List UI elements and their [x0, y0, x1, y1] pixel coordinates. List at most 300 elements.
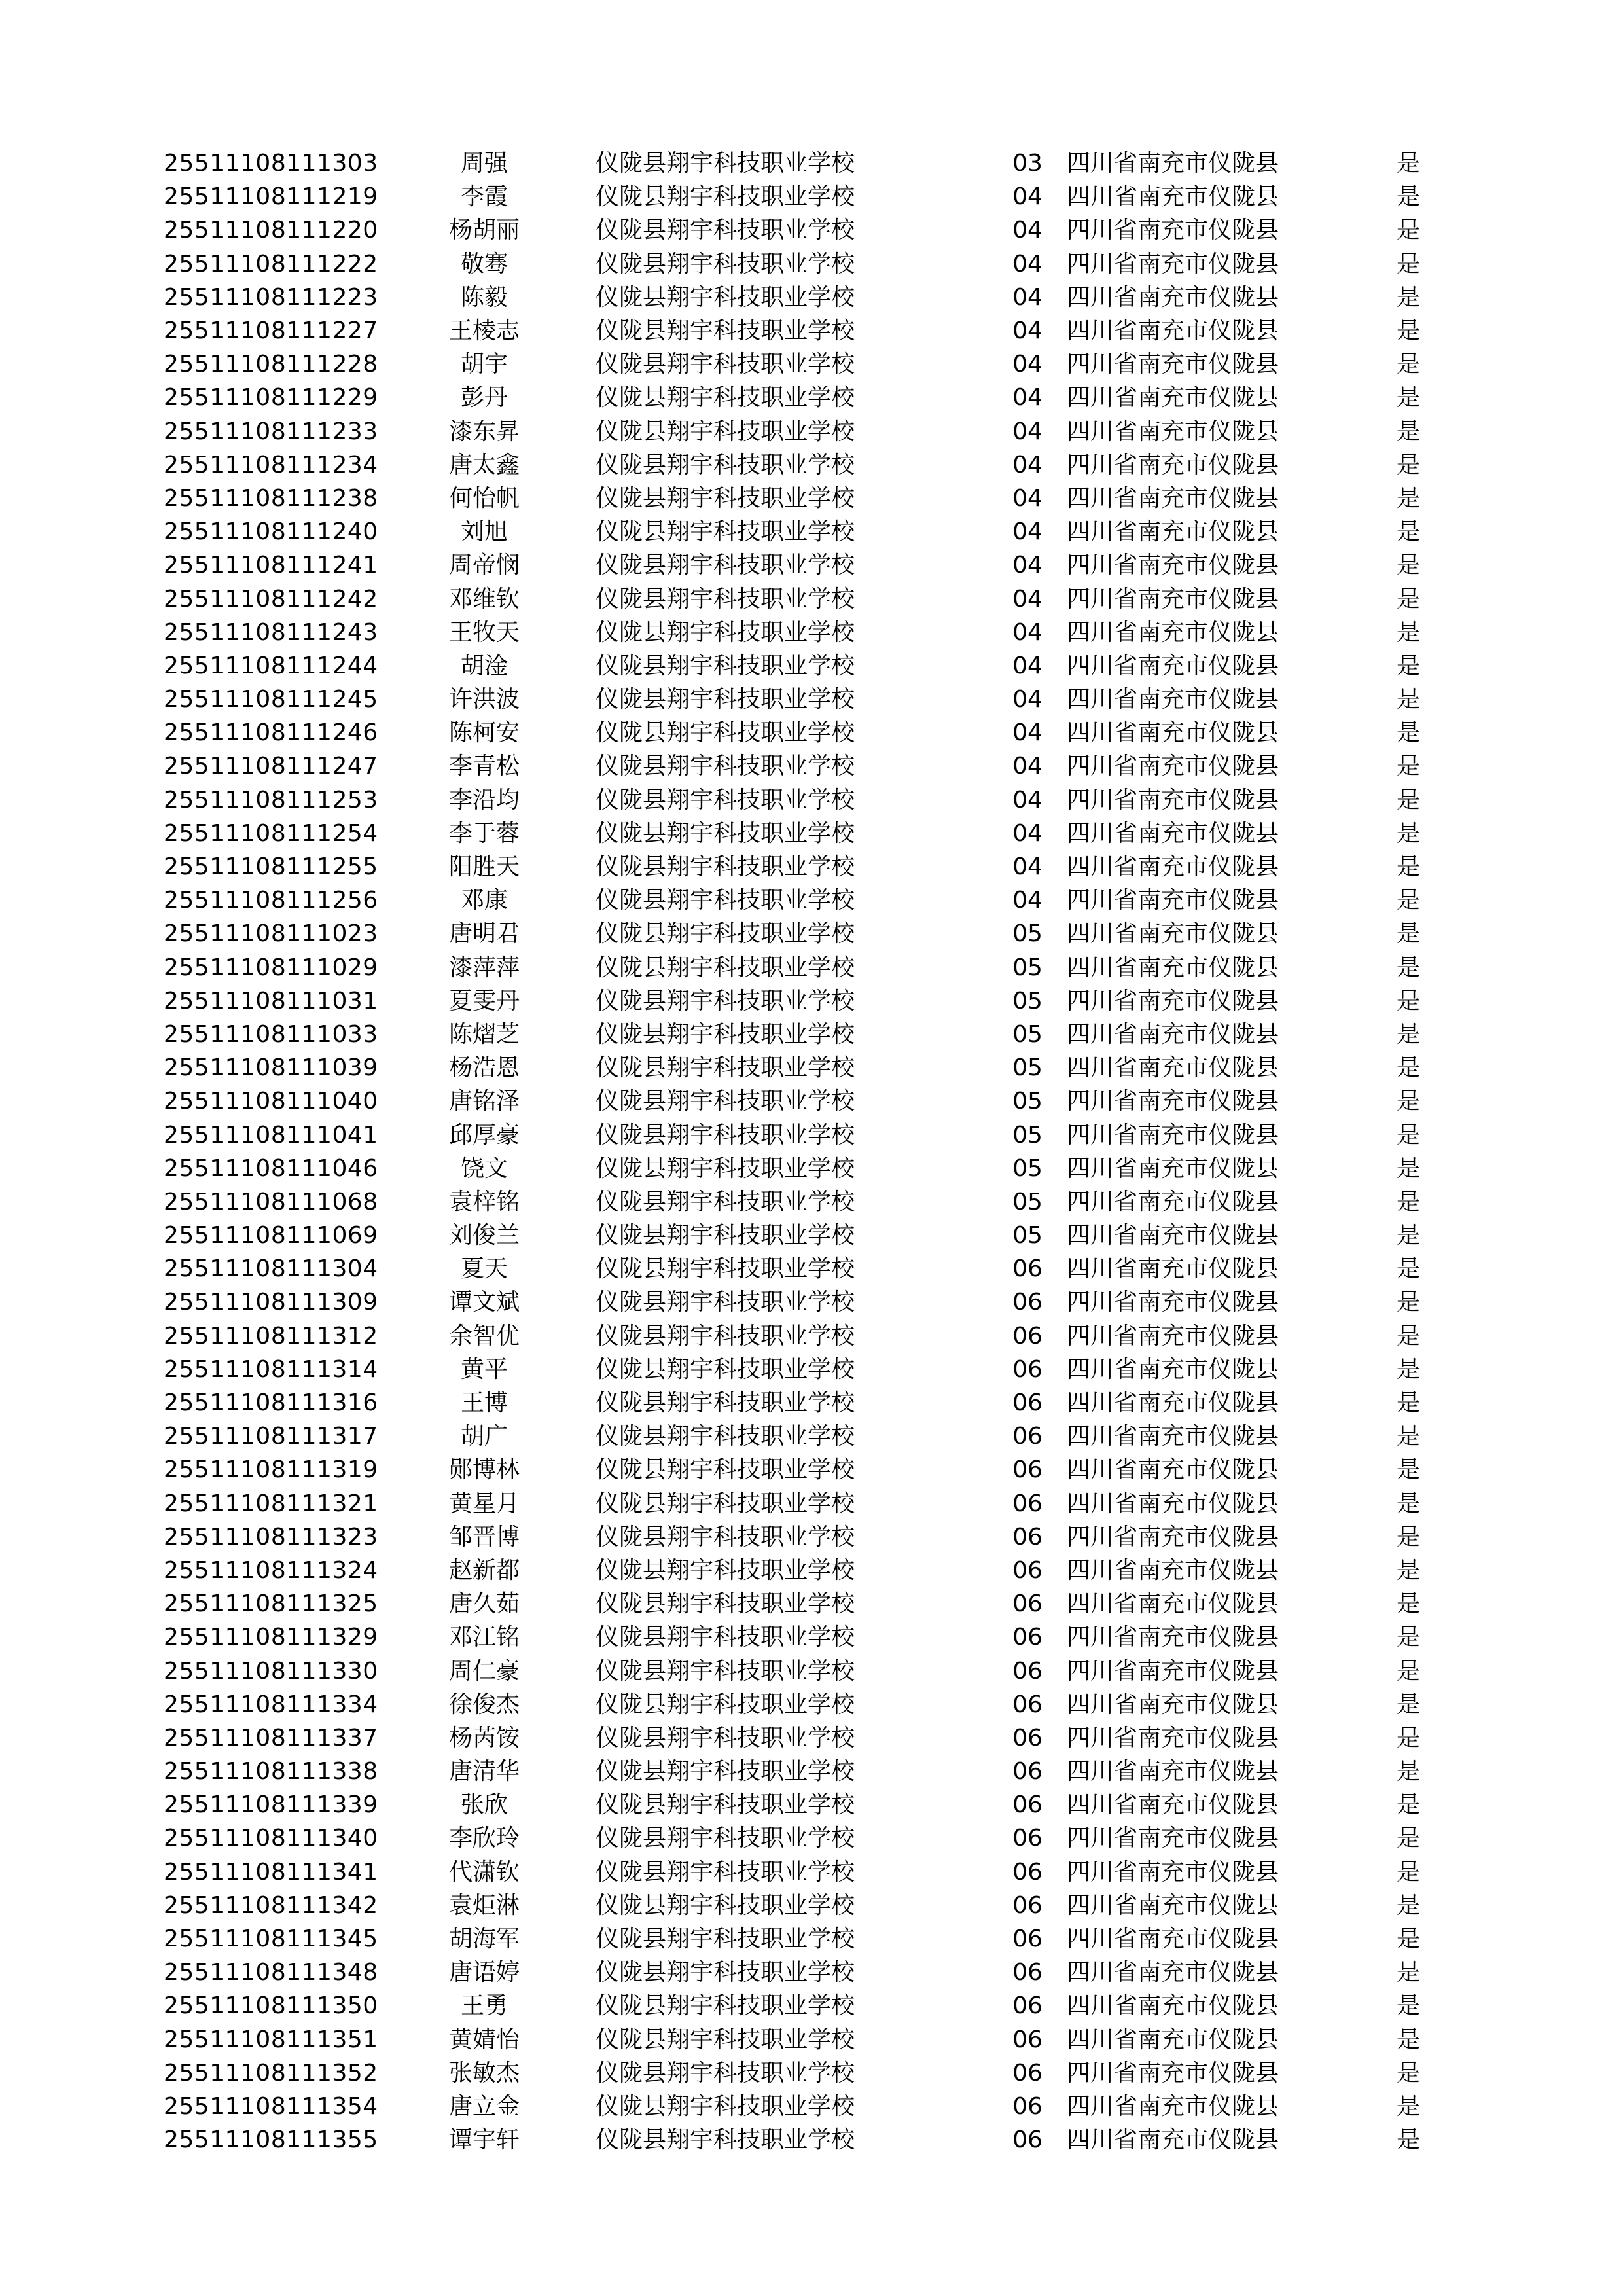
class-cell: 06	[1012, 1355, 1043, 1383]
table-row	[164, 482, 1420, 515]
class-cell: 04	[1012, 719, 1043, 747]
region-cell: 四川省南充市仪陇县	[1067, 1222, 1279, 1249]
student-name-cell: 彭丹	[460, 384, 508, 412]
table-row	[164, 582, 1420, 615]
flag-cell: 是	[1396, 1657, 1420, 1685]
student-id-cell: 25511108111029	[164, 954, 378, 981]
student-id-cell: 25511108111325	[164, 1590, 378, 1618]
flag-cell: 是	[1396, 652, 1420, 679]
region-cell: 四川省南充市仪陇县	[1067, 987, 1279, 1014]
student-name-cell: 唐铭泽	[448, 1088, 520, 1115]
region-cell: 四川省南充市仪陇县	[1067, 1926, 1279, 1953]
school-cell: 仪陇县翔宇科技职业学校	[596, 1858, 855, 1886]
class-cell: 06	[1012, 1490, 1043, 1517]
student-name-cell: 胡海军	[448, 1926, 520, 1953]
school-cell: 仪陇县翔宇科技职业学校	[596, 1892, 855, 1919]
flag-cell: 是	[1396, 987, 1420, 1014]
school-cell: 仪陇县翔宇科技职业学校	[596, 753, 855, 780]
student-id-cell: 25511108111314	[164, 1355, 378, 1383]
flag-cell: 是	[1396, 1724, 1420, 1751]
region-cell: 四川省南充市仪陇县	[1067, 1791, 1279, 1819]
class-cell: 04	[1012, 819, 1043, 847]
flag-cell: 是	[1396, 619, 1420, 646]
student-roster-table	[164, 147, 1420, 2157]
class-cell: 05	[1012, 1222, 1043, 1249]
flag-cell: 是	[1396, 1355, 1420, 1383]
region-cell: 四川省南充市仪陇县	[1067, 719, 1279, 747]
region-cell: 四川省南充市仪陇县	[1067, 1892, 1279, 1919]
school-cell: 仪陇县翔宇科技职业学校	[596, 1456, 855, 1484]
class-cell: 06	[1012, 1825, 1043, 1852]
school-cell: 仪陇县翔宇科技职业学校	[596, 619, 855, 646]
class-cell: 05	[1012, 987, 1043, 1014]
school-cell: 仪陇县翔宇科技职业学校	[596, 1657, 855, 1685]
table-row	[164, 850, 1420, 884]
table-row	[164, 1051, 1420, 1085]
flag-cell: 是	[1396, 1289, 1420, 1316]
flag-cell: 是	[1396, 451, 1420, 478]
flag-cell: 是	[1396, 1825, 1420, 1852]
flag-cell: 是	[1396, 418, 1420, 445]
school-cell: 仪陇县翔宇科技职业学校	[596, 719, 855, 747]
student-id-cell: 25511108111348	[164, 1959, 378, 1986]
class-cell: 04	[1012, 887, 1043, 914]
school-cell: 仪陇县翔宇科技职业学校	[596, 1825, 855, 1852]
student-name-cell: 夏雯丹	[448, 987, 520, 1014]
school-cell: 仪陇县翔宇科技职业学校	[596, 451, 855, 478]
class-cell: 05	[1012, 1054, 1043, 1082]
student-id-cell: 25511108111255	[164, 853, 378, 881]
student-name-cell: 袁炬淋	[448, 1892, 520, 1919]
class-cell: 05	[1012, 1121, 1043, 1149]
class-cell: 06	[1012, 2126, 1043, 2154]
region-cell: 四川省南充市仪陇县	[1067, 1322, 1279, 1350]
table-row	[164, 381, 1420, 414]
student-id-cell: 25511108111329	[164, 1624, 378, 1651]
school-cell: 仪陇县翔宇科技职业学校	[596, 2026, 855, 2053]
table-row	[164, 1018, 1420, 1051]
table-row	[164, 1453, 1420, 1486]
student-name-cell: 李霞	[460, 183, 508, 211]
flag-cell: 是	[1396, 1992, 1420, 2020]
school-cell: 仪陇县翔宇科技职业学校	[596, 1523, 855, 1551]
student-id-cell: 25511108111338	[164, 1758, 378, 1785]
school-cell: 仪陇县翔宇科技职业学校	[596, 1724, 855, 1751]
class-cell: 04	[1012, 418, 1043, 445]
school-cell: 仪陇县翔宇科技职业学校	[596, 1758, 855, 1785]
school-cell: 仪陇县翔宇科技职业学校	[596, 1624, 855, 1651]
region-cell: 四川省南充市仪陇县	[1067, 1724, 1279, 1751]
region-cell: 四川省南充市仪陇县	[1067, 1020, 1279, 1048]
region-cell: 四川省南充市仪陇县	[1067, 1590, 1279, 1618]
table-row	[164, 1989, 1420, 2022]
school-cell: 仪陇县翔宇科技职业学校	[596, 1121, 855, 1149]
region-cell: 四川省南充市仪陇县	[1067, 250, 1279, 278]
class-cell: 06	[1012, 1390, 1043, 1417]
table-row	[164, 2090, 1420, 2123]
table-row	[164, 147, 1420, 180]
school-cell: 仪陇县翔宇科技职业学校	[596, 217, 855, 244]
region-cell: 四川省南充市仪陇县	[1067, 384, 1279, 412]
class-cell: 06	[1012, 1657, 1043, 1685]
flag-cell: 是	[1396, 1222, 1420, 1249]
student-id-cell: 25511108111227	[164, 317, 378, 345]
student-name-cell: 陈毅	[460, 283, 508, 311]
class-cell: 04	[1012, 217, 1043, 244]
class-cell: 06	[1012, 1289, 1043, 1316]
school-cell: 仪陇县翔宇科技职业学校	[596, 283, 855, 311]
region-cell: 四川省南充市仪陇县	[1067, 1959, 1279, 1986]
table-row	[164, 213, 1420, 247]
student-id-cell: 25511108111304	[164, 1255, 378, 1283]
flag-cell: 是	[1396, 1892, 1420, 1919]
class-cell: 05	[1012, 1020, 1043, 1048]
student-id-cell: 25511108111040	[164, 1088, 378, 1115]
school-cell: 仪陇县翔宇科技职业学校	[596, 1054, 855, 1082]
flag-cell: 是	[1396, 1390, 1420, 1417]
student-id-cell: 25511108111031	[164, 987, 378, 1014]
class-cell: 04	[1012, 451, 1043, 478]
school-cell: 仪陇县翔宇科技职业学校	[596, 518, 855, 546]
flag-cell: 是	[1396, 1691, 1420, 1718]
class-cell: 04	[1012, 652, 1043, 679]
class-cell: 04	[1012, 853, 1043, 881]
student-name-cell: 谭宇轩	[448, 2126, 520, 2154]
flag-cell: 是	[1396, 1054, 1420, 1082]
region-cell: 四川省南充市仪陇县	[1067, 217, 1279, 244]
flag-cell: 是	[1396, 1456, 1420, 1484]
flag-cell: 是	[1396, 183, 1420, 211]
student-name-cell: 李欣玲	[448, 1825, 520, 1852]
class-cell: 04	[1012, 183, 1043, 211]
school-cell: 仪陇县翔宇科技职业学校	[596, 484, 855, 512]
table-row	[164, 1118, 1420, 1151]
student-id-cell: 25511108111345	[164, 1926, 378, 1953]
table-row	[164, 817, 1420, 850]
student-name-cell: 杨胡丽	[448, 217, 520, 244]
student-id-cell: 25511108111352	[164, 2059, 378, 2087]
school-cell: 仪陇县翔宇科技职业学校	[596, 1556, 855, 1584]
flag-cell: 是	[1396, 1322, 1420, 1350]
flag-cell: 是	[1396, 786, 1420, 814]
region-cell: 四川省南充市仪陇县	[1067, 1490, 1279, 1517]
student-id-cell: 25511108111238	[164, 484, 378, 512]
flag-cell: 是	[1396, 384, 1420, 412]
school-cell: 仪陇县翔宇科技职业学校	[596, 987, 855, 1014]
region-cell: 四川省南充市仪陇县	[1067, 1121, 1279, 1149]
table-row	[164, 1520, 1420, 1554]
student-id-cell: 25511108111324	[164, 1556, 378, 1584]
class-cell: 04	[1012, 250, 1043, 278]
flag-cell: 是	[1396, 1858, 1420, 1886]
school-cell: 仪陇县翔宇科技职业学校	[596, 2059, 855, 2087]
student-id-cell: 25511108111219	[164, 183, 378, 211]
flag-cell: 是	[1396, 2126, 1420, 2154]
class-cell: 06	[1012, 1992, 1043, 2020]
region-cell: 四川省南充市仪陇县	[1067, 317, 1279, 345]
table-row	[164, 1721, 1420, 1755]
flag-cell: 是	[1396, 1926, 1420, 1953]
school-cell: 仪陇县翔宇科技职业学校	[596, 1691, 855, 1718]
student-name-cell: 杨浩恩	[448, 1054, 520, 1082]
table-row	[164, 984, 1420, 1018]
class-cell: 06	[1012, 1691, 1043, 1718]
student-name-cell: 胡宇	[460, 351, 508, 378]
student-id-cell: 25511108111069	[164, 1222, 378, 1249]
school-cell: 仪陇县翔宇科技职业学校	[596, 1255, 855, 1283]
region-cell: 四川省南充市仪陇县	[1067, 686, 1279, 713]
class-cell: 06	[1012, 1624, 1043, 1651]
region-cell: 四川省南充市仪陇县	[1067, 887, 1279, 914]
table-row	[164, 884, 1420, 917]
table-row	[164, 415, 1420, 448]
student-name-cell: 郧博林	[448, 1456, 520, 1484]
class-cell: 04	[1012, 317, 1043, 345]
class-cell: 06	[1012, 1556, 1043, 1584]
class-cell: 04	[1012, 585, 1043, 613]
flag-cell: 是	[1396, 1088, 1420, 1115]
student-name-cell: 刘俊兰	[448, 1222, 520, 1249]
region-cell: 四川省南充市仪陇县	[1067, 1858, 1279, 1886]
school-cell: 仪陇县翔宇科技职业学校	[596, 1020, 855, 1048]
student-id-cell: 25511108111041	[164, 1121, 378, 1149]
region-cell: 四川省南充市仪陇县	[1067, 652, 1279, 679]
region-cell: 四川省南充市仪陇县	[1067, 1825, 1279, 1852]
class-cell: 05	[1012, 1155, 1043, 1182]
student-name-cell: 唐立金	[448, 2092, 520, 2120]
table-row	[164, 1386, 1420, 1420]
table-row	[164, 548, 1420, 582]
school-cell: 仪陇县翔宇科技职业学校	[596, 1490, 855, 1517]
student-name-cell: 唐太鑫	[448, 451, 520, 478]
flag-cell: 是	[1396, 954, 1420, 981]
student-id-cell: 25511108111339	[164, 1791, 378, 1819]
student-id-cell: 25511108111340	[164, 1825, 378, 1852]
student-name-cell: 敬骞	[460, 250, 508, 278]
student-name-cell: 张欣	[460, 1791, 508, 1819]
region-cell: 四川省南充市仪陇县	[1067, 2026, 1279, 2053]
region-cell: 四川省南充市仪陇县	[1067, 786, 1279, 814]
class-cell: 06	[1012, 1758, 1043, 1785]
table-row	[164, 180, 1420, 213]
student-id-cell: 25511108111033	[164, 1020, 378, 1048]
class-cell: 05	[1012, 1188, 1043, 1215]
student-name-cell: 代潇钦	[448, 1858, 520, 1886]
region-cell: 四川省南充市仪陇县	[1067, 853, 1279, 881]
region-cell: 四川省南充市仪陇县	[1067, 518, 1279, 546]
student-id-cell: 25511108111233	[164, 418, 378, 445]
student-id-cell: 25511108111222	[164, 250, 378, 278]
region-cell: 四川省南充市仪陇县	[1067, 2059, 1279, 2087]
school-cell: 仪陇县翔宇科技职业学校	[596, 819, 855, 847]
table-row	[164, 1856, 1420, 1889]
region-cell: 四川省南充市仪陇县	[1067, 2126, 1279, 2154]
flag-cell: 是	[1396, 283, 1420, 311]
region-cell: 四川省南充市仪陇县	[1067, 2092, 1279, 2120]
flag-cell: 是	[1396, 1590, 1420, 1618]
region-cell: 四川省南充市仪陇县	[1067, 1556, 1279, 1584]
student-name-cell: 徐俊杰	[448, 1691, 520, 1718]
school-cell: 仪陇县翔宇科技职业学校	[596, 1322, 855, 1350]
school-cell: 仪陇县翔宇科技职业学校	[596, 585, 855, 613]
student-id-cell: 25511108111229	[164, 384, 378, 412]
student-id-cell: 25511108111319	[164, 1456, 378, 1484]
region-cell: 四川省南充市仪陇县	[1067, 1054, 1279, 1082]
region-cell: 四川省南充市仪陇县	[1067, 819, 1279, 847]
school-cell: 仪陇县翔宇科技职业学校	[596, 552, 855, 579]
class-cell: 04	[1012, 518, 1043, 546]
table-row	[164, 683, 1420, 716]
student-name-cell: 王博	[460, 1390, 508, 1417]
student-name-cell: 漆萍萍	[448, 954, 520, 981]
student-id-cell: 25511108111350	[164, 1992, 378, 2020]
student-id-cell: 25511108111046	[164, 1155, 378, 1182]
student-name-cell: 邱厚豪	[448, 1121, 520, 1149]
flag-cell: 是	[1396, 150, 1420, 177]
region-cell: 四川省南充市仪陇县	[1067, 619, 1279, 646]
region-cell: 四川省南充市仪陇县	[1067, 1423, 1279, 1450]
flag-cell: 是	[1396, 719, 1420, 747]
table-row	[164, 1152, 1420, 1185]
student-name-cell: 余智优	[448, 1322, 520, 1350]
school-cell: 仪陇县翔宇科技职业学校	[596, 1959, 855, 1986]
school-cell: 仪陇县翔宇科技职业学校	[596, 652, 855, 679]
flag-cell: 是	[1396, 250, 1420, 278]
flag-cell: 是	[1396, 1959, 1420, 1986]
class-cell: 06	[1012, 2059, 1043, 2087]
school-cell: 仪陇县翔宇科技职业学校	[596, 1390, 855, 1417]
student-id-cell: 25511108111240	[164, 518, 378, 546]
flag-cell: 是	[1396, 2059, 1420, 2087]
student-id-cell: 25511108111247	[164, 753, 378, 780]
class-cell: 06	[1012, 1590, 1043, 1618]
school-cell: 仪陇县翔宇科技职业学校	[596, 887, 855, 914]
student-name-cell: 黄婧怡	[448, 2026, 520, 2053]
student-id-cell: 25511108111246	[164, 719, 378, 747]
region-cell: 四川省南充市仪陇县	[1067, 484, 1279, 512]
student-name-cell: 何怡帆	[448, 484, 520, 512]
flag-cell: 是	[1396, 484, 1420, 512]
region-cell: 四川省南充市仪陇县	[1067, 753, 1279, 780]
region-cell: 四川省南充市仪陇县	[1067, 1255, 1279, 1283]
table-row	[164, 951, 1420, 984]
student-name-cell: 邓维钦	[448, 585, 520, 613]
student-name-cell: 黄平	[460, 1355, 508, 1383]
student-name-cell: 杨芮铵	[448, 1724, 520, 1751]
table-row	[164, 1956, 1420, 1989]
flag-cell: 是	[1396, 585, 1420, 613]
student-id-cell: 25511108111242	[164, 585, 378, 613]
student-name-cell: 李青松	[448, 753, 520, 780]
student-name-cell: 胡淦	[460, 652, 508, 679]
class-cell: 06	[1012, 1858, 1043, 1886]
student-id-cell: 25511108111316	[164, 1390, 378, 1417]
region-cell: 四川省南充市仪陇县	[1067, 1523, 1279, 1551]
student-name-cell: 唐明君	[448, 920, 520, 948]
flag-cell: 是	[1396, 753, 1420, 780]
flag-cell: 是	[1396, 920, 1420, 948]
student-name-cell: 邓康	[460, 887, 508, 914]
region-cell: 四川省南充市仪陇县	[1067, 1456, 1279, 1484]
flag-cell: 是	[1396, 2092, 1420, 2120]
region-cell: 四川省南充市仪陇县	[1067, 283, 1279, 311]
student-name-cell: 谭文斌	[448, 1289, 520, 1316]
class-cell: 05	[1012, 1088, 1043, 1115]
table-row	[164, 1420, 1420, 1453]
student-id-cell: 25511108111330	[164, 1657, 378, 1685]
school-cell: 仪陇县翔宇科技职业学校	[596, 1926, 855, 1953]
region-cell: 四川省南充市仪陇县	[1067, 920, 1279, 948]
table-row	[164, 649, 1420, 683]
flag-cell: 是	[1396, 1490, 1420, 1517]
student-name-cell: 胡广	[460, 1423, 508, 1450]
student-id-cell: 25511108111220	[164, 217, 378, 244]
flag-cell: 是	[1396, 1423, 1420, 1450]
student-name-cell: 漆东昇	[448, 418, 520, 445]
class-cell: 06	[1012, 1791, 1043, 1819]
student-id-cell: 25511108111317	[164, 1423, 378, 1450]
table-row	[164, 448, 1420, 482]
region-cell: 四川省南充市仪陇县	[1067, 1657, 1279, 1685]
student-name-cell: 周帝悯	[448, 552, 520, 579]
flag-cell: 是	[1396, 819, 1420, 847]
region-cell: 四川省南充市仪陇县	[1067, 954, 1279, 981]
school-cell: 仪陇县翔宇科技职业学校	[596, 1423, 855, 1450]
table-row	[164, 1353, 1420, 1386]
student-id-cell: 25511108111254	[164, 819, 378, 847]
table-row	[164, 1285, 1420, 1319]
school-cell: 仪陇县翔宇科技职业学校	[596, 2126, 855, 2154]
student-name-cell: 李于蓉	[448, 819, 520, 847]
region-cell: 四川省南充市仪陇县	[1067, 1088, 1279, 1115]
school-cell: 仪陇县翔宇科技职业学校	[596, 384, 855, 412]
class-cell: 06	[1012, 1255, 1043, 1283]
student-id-cell: 25511108111342	[164, 1892, 378, 1919]
region-cell: 四川省南充市仪陇县	[1067, 183, 1279, 211]
table-row	[164, 1821, 1420, 1855]
region-cell: 四川省南充市仪陇县	[1067, 1188, 1279, 1215]
table-row	[164, 314, 1420, 348]
student-id-cell: 25511108111355	[164, 2126, 378, 2154]
class-cell: 04	[1012, 283, 1043, 311]
school-cell: 仪陇县翔宇科技职业学校	[596, 1791, 855, 1819]
school-cell: 仪陇县翔宇科技职业学校	[596, 1590, 855, 1618]
table-row	[164, 348, 1420, 381]
flag-cell: 是	[1396, 1188, 1420, 1215]
table-row	[164, 247, 1420, 281]
region-cell: 四川省南充市仪陇县	[1067, 1992, 1279, 2020]
student-name-cell: 王棱志	[448, 317, 520, 345]
class-cell: 06	[1012, 1322, 1043, 1350]
class-cell: 06	[1012, 2092, 1043, 2120]
flag-cell: 是	[1396, 1556, 1420, 1584]
student-name-cell: 周仁豪	[448, 1657, 520, 1685]
table-row	[164, 1755, 1420, 1788]
student-name-cell: 李沿均	[448, 786, 520, 814]
student-id-cell: 25511108111354	[164, 2092, 378, 2120]
student-name-cell: 陈熠芝	[448, 1020, 520, 1048]
flag-cell: 是	[1396, 1523, 1420, 1551]
school-cell: 仪陇县翔宇科技职业学校	[596, 1992, 855, 2020]
class-cell: 04	[1012, 786, 1043, 814]
flag-cell: 是	[1396, 1758, 1420, 1785]
flag-cell: 是	[1396, 686, 1420, 713]
school-cell: 仪陇县翔宇科技职业学校	[596, 1188, 855, 1215]
student-id-cell: 25511108111244	[164, 652, 378, 679]
student-name-cell: 阳胜天	[448, 853, 520, 881]
class-cell: 04	[1012, 484, 1043, 512]
table-row	[164, 1788, 1420, 1821]
